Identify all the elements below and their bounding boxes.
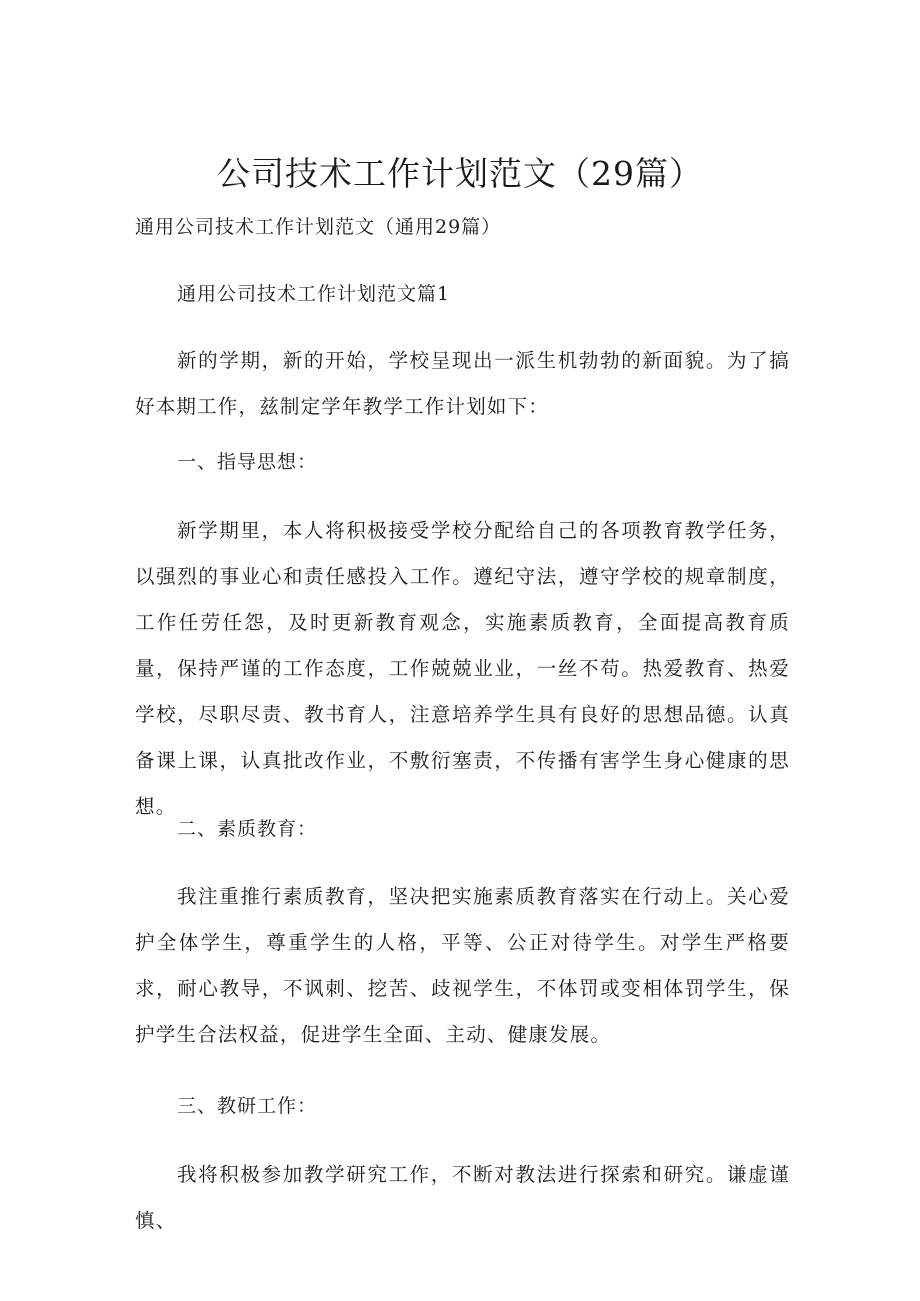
quality-education-paragraph: 我注重推行素质教育，坚决把实施素质教育落实在行动上。关心爱护全体学生，尊重学生的人格，平等、公正对待学生。对学生严格要求，耐心教导，不讽刺、挖苦、歧视学生，不体罚或变相体罚学生，保护学生合法权益，促进学生全面、主动、健康发展。	[135, 885, 790, 1046]
heading-quality-education: 二、素质教育：	[177, 818, 318, 840]
document-subtitle: 通用公司技术工作计划范文（通用29篇）	[135, 216, 502, 238]
intro-paragraph: 新的学期，新的开始，学校呈现出一派生机勃勃的新面貌。为了搞好本期工作，兹制定学年教学工作计划如下：	[135, 349, 790, 418]
teaching-research-paragraph: 我将积极参加教学研究工作，不断对教法进行探索和研究。谦虚谨慎、	[135, 1163, 790, 1232]
heading-guiding-ideology: 一、指导思想：	[177, 451, 318, 473]
heading-teaching-research: 三、教研工作：	[177, 1095, 318, 1117]
section-title: 通用公司技术工作计划范文篇1	[177, 283, 451, 305]
guiding-ideology-paragraph: 新学期里，本人将积极接受学校分配给自己的各项教育教学任务，以强烈的事业心和责任感投入工作。遵纪守法，遵守学校的规章制度，工作任劳任怨，及时更新教育观念，实施素质教育，全面提高教育质量，保持严谨的工作态度，工作兢兢业业，一丝不苟。热爱教育、热爱学校，尽职尽责、教书育人，注意培养学生具有良好的思想品德。认真备课上课，认真批改作业，不敷衍塞责，不传播有害学生身心健康的思想。	[135, 519, 790, 818]
document-title: 公司技术工作计划范文（29篇）	[217, 154, 703, 193]
